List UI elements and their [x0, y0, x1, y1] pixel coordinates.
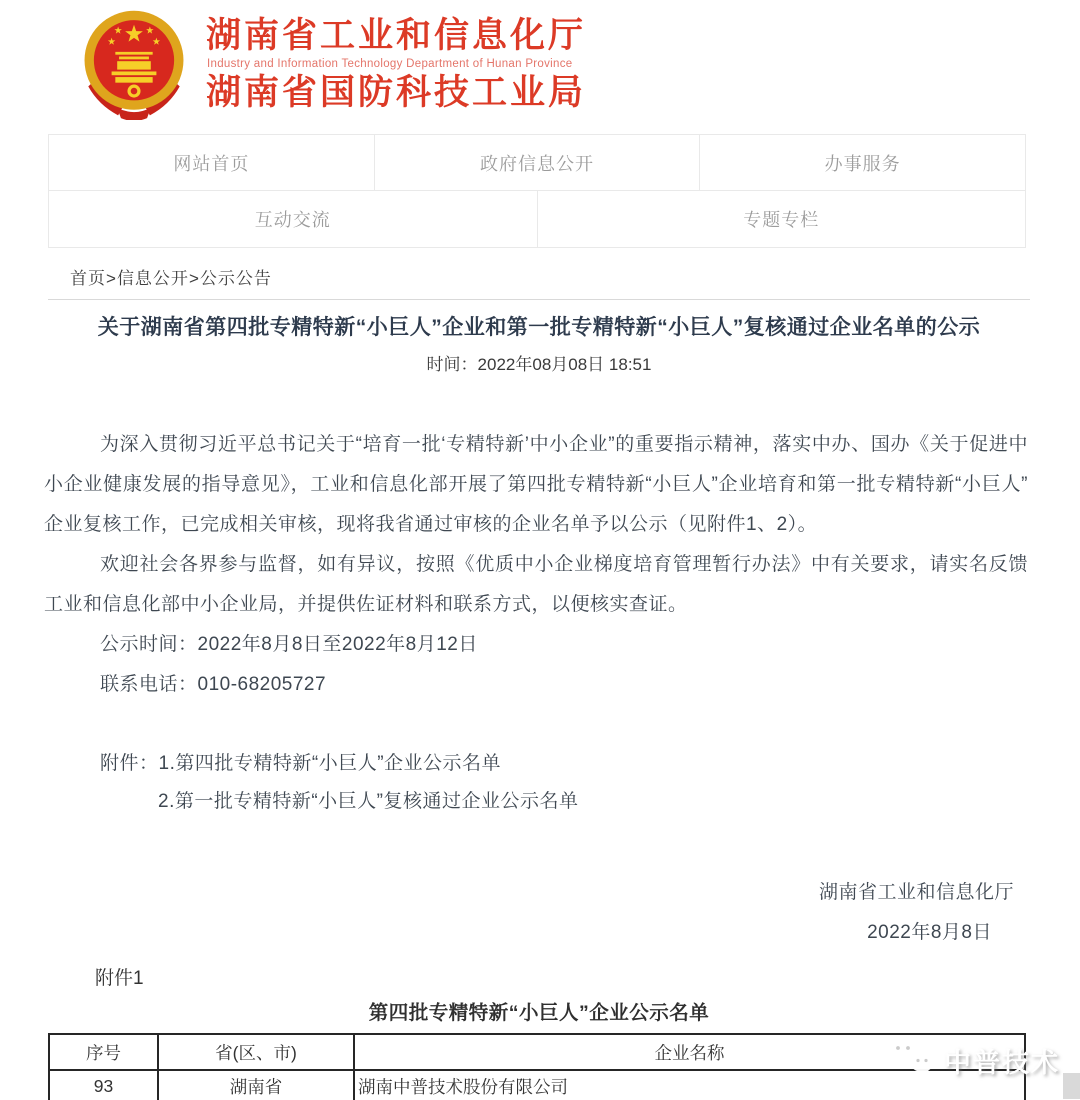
appendix-table — [48, 1033, 1026, 1100]
breadcrumb-separator: > — [106, 269, 117, 288]
breadcrumb-divider — [48, 299, 1030, 300]
nav-item-special-columns[interactable]: 专题专栏 — [537, 191, 1026, 247]
breadcrumb-home[interactable]: 首页 — [70, 269, 106, 288]
breadcrumb-info-disclosure[interactable]: 信息公开 — [116, 269, 189, 288]
contact-phone: 联系电话：010-68205727 — [100, 674, 327, 695]
breadcrumb-public-notices[interactable]: 公示公告 — [199, 269, 272, 288]
cell-company: 湖南中普技术股份有限公司 — [354, 1070, 1025, 1100]
attachment-item-2: 2.第一批专精特新“小巨人”复核通过企业公示名单 — [158, 791, 579, 812]
column-header-company: 企业名称 — [354, 1034, 1025, 1070]
nav-item-home[interactable]: 网站首页 — [173, 153, 250, 174]
appendix-table-title: 第四批专精特新“小巨人”企业公示名单 — [368, 1002, 710, 1024]
signature-block — [44, 873, 1028, 953]
org-name-cn-1: 湖南省工业和信息化厅 — [206, 16, 587, 56]
nav-row-1 — [49, 135, 1025, 191]
article-body — [44, 425, 1028, 953]
national-emblem-logo[interactable] — [78, 8, 190, 120]
cell-serial: 93 — [49, 1070, 158, 1100]
nav-item-gov-info[interactable]: 政府信息公开 — [374, 135, 700, 190]
attachments-block — [44, 745, 1028, 821]
table-row — [49, 1070, 1025, 1100]
watermark-text: 中普技术 — [944, 1048, 1060, 1078]
appendix-table-wrap — [48, 1033, 1060, 1100]
table-header-row — [49, 1034, 1025, 1070]
org-name-en: Industry and Information Technology Department of Hunan Province — [207, 57, 573, 70]
signer-name: 湖南省工业和信息化厅 — [818, 882, 1014, 903]
attachment-item-1: 1.第四批专精特新“小巨人”企业公示名单 — [158, 753, 502, 774]
column-header-serial: 序号 — [49, 1034, 158, 1070]
sign-date: 2022年8月8日 — [867, 922, 992, 943]
paragraph-2: 欢迎社会各界参与监督，如有异议，按照《优质中小企业梯度培育管理暂行办法》中有关要求，请实名反馈工业和信息化部中小企业局，并提供佐证材料和联系方式，以便核实查证。 — [44, 554, 1028, 615]
column-header-province: 省(区、市) — [158, 1034, 354, 1070]
nav-item-interaction[interactable]: 互动交流 — [254, 210, 331, 230]
site-header — [78, 8, 1080, 120]
org-name-cn-2: 湖南省国防科技工业局 — [206, 72, 587, 112]
nav-row-2 — [49, 191, 1025, 247]
appendix-1-label: 附件1 — [95, 968, 144, 989]
org-titles — [206, 16, 586, 111]
attachment-line-1 — [44, 745, 1028, 783]
publish-time: 时间：2022年08月08日 18:51 — [426, 355, 652, 374]
breadcrumb — [70, 264, 1080, 289]
notice-period: 公示时间：2022年8月8日至2022年8月12日 — [100, 634, 478, 655]
cell-province: 湖南省 — [158, 1070, 354, 1100]
breadcrumb-separator: > — [188, 269, 200, 288]
paragraph-1: 为深入贯彻习近平总书记关于“培育一批‘专精特新’中小企业”的重要指示精神，落实中办、国办《关于促进中小企业健康发展的指导意见》，工业和信息化部开展了第四批专精特新“小巨人”企业培育和第一批专精特新“小巨人”企业复核工作，已完成相关审核，现将我省通过审核的企业名单予以公示（见附件1、2）。 — [44, 434, 1028, 535]
nav-item-services[interactable]: 办事服务 — [699, 135, 1025, 190]
main-nav — [48, 134, 1026, 248]
watermark-gray-patch — [1063, 1073, 1080, 1099]
attachments-label: 附件： — [100, 753, 159, 774]
page-title: 关于湖南省第四批专精特新“小巨人”企业和第一批专精特新“小巨人”复核通过企业名单的公示 — [97, 316, 981, 339]
